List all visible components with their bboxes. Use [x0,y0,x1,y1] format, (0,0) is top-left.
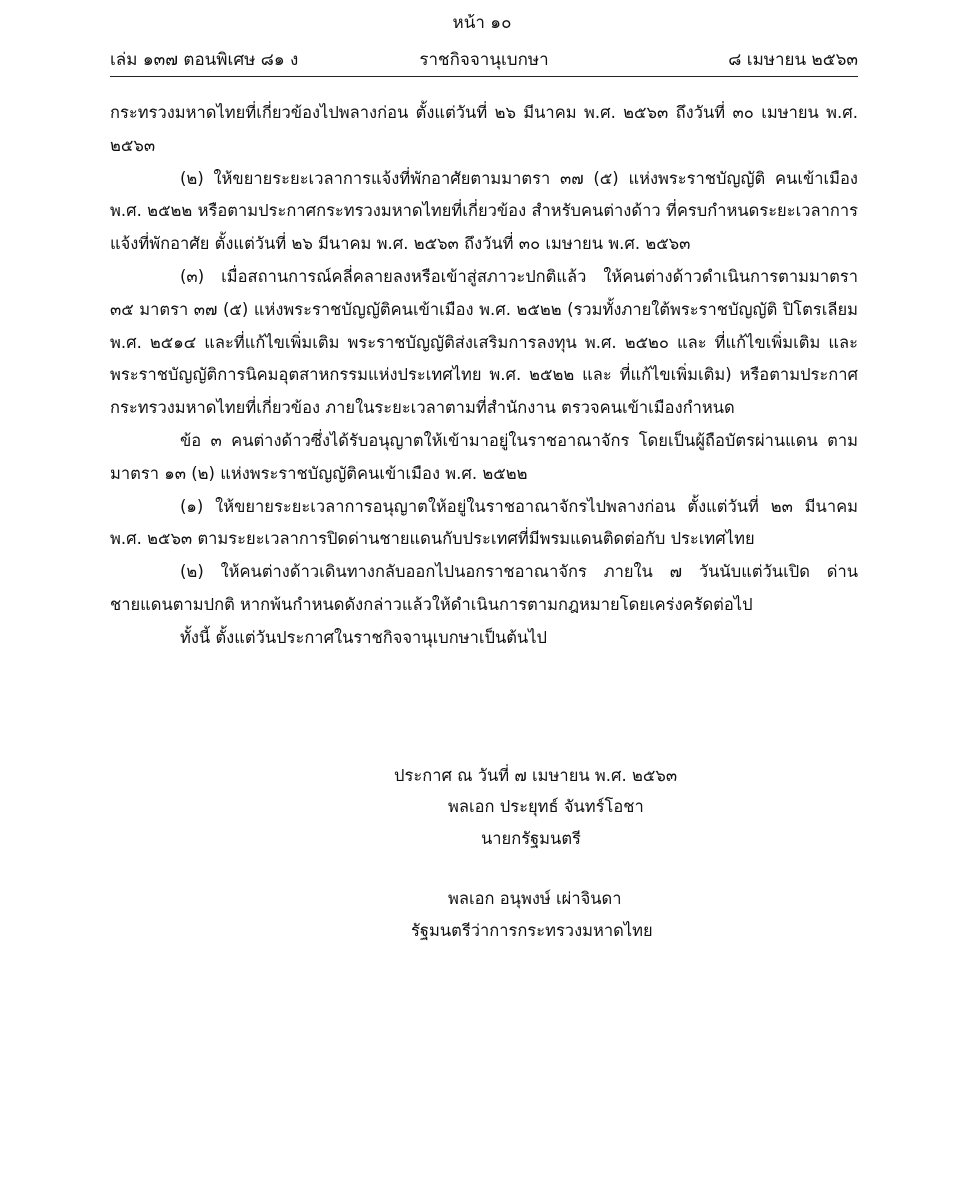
signer-1-title: นายกรัฐมนตรี [481,829,581,848]
document-body [110,97,858,655]
publication-date: ๘ เมษายน ๒๕๖๓ [728,50,858,70]
gazette-header [110,46,858,74]
paragraph-clause-3: ข้อ ๓ คนต่างด้าวซึ่งได้รับอนุญาตให้เข้ามาอยู่ในราชอาณาจักร โดยเป็นผู้ถือบัตรผ่านแดน ตามมาตรา ๑๓ (๒) แห่งพระราชบัญญัติคนเข้าเมือง พ.ศ. ๒๕๒๒ [110,430,858,483]
paragraph-clause-3-item-2: (๒) ให้คนต่างด้าวเดินทางกลับออกไปนอกราชอาณาจักร ภายใน ๗ วันนับแต่วันเปิด ด่านชายแดนตามปกติ หากพ้นกำหนดดังกล่าวแล้วให้ดำเนินการตามกฎหมายโดยเคร่งครัดต่อไป [110,562,858,614]
announcement-date: ประกาศ ณ วันที่ ๗ เมษายน พ.ศ. ๒๕๖๓ [394,766,678,785]
page-number: หน้า ๑๐ [452,13,512,33]
signer-2-name: พลเอก อนุพงษ์ เผ่าจินดา [448,889,622,908]
signer-1-name: พลเอก ประยุทธ์ จันทร์โอชา [448,797,644,816]
paragraph-continuation: กระทรวงมหาดไทยที่เกี่ยวข้องไปพลางก่อน ตั้งแต่วันที่ ๒๖ มีนาคม พ.ศ. ๒๕๖๓ ถึงวันที่ ๓๐ เมษายน พ.ศ. ๒๕๖๓ [110,103,858,155]
header-divider [110,76,858,77]
paragraph-item-3-after-crisis: (๓) เมื่อสถานการณ์คลี่คลายลงหรือเข้าสู่สภาวะปกติแล้ว ให้คนต่างด้าวดำเนินการตามมาตรา ๓๕ มาตรา ๓๗ (๕) แห่งพระราชบัญญัติคนเข้าเมือง พ.ศ. ๒๕๒๒ (รวมทั้งภายใต้พระราชบัญญัติ ปิโตรเลียม พ.ศ. ๒๕๑๔ และที่แก้ไขเพิ่มเติม พระราชบัญญัติส่งเสริมการลงทุน พ.ศ. ๒๕๒๐ และ ที่แก้ไขเพิ่มเติม และพระราชบัญญัติการนิคมอุตสาหกรรมแห่งประเทศไทย พ.ศ. ๒๕๒๒ และ ที่แก้ไขเพิ่มเติม) หรือตามประกาศกระทรวงมหาดไทยที่เกี่ยวข้อง ภายในระยะเวลาตามที่สำนักงาน ตรวจคนเข้าเมืองกำหนด [110,266,858,418]
paragraph-item-2-residence: (๒) ให้ขยายระยะเวลาการแจ้งที่พักอาศัยตามมาตรา ๓๗ (๕) แห่งพระราชบัญญัติ คนเข้าเมือง พ.ศ. ๒๕๒๒ หรือตามประกาศกระทรวงมหาดไทยที่เกี่ยวข้อง สำหรับคนต่างด้าว ที่ครบกำหนดระยะเวลาการแจ้งที่พักอาศัย ตั้งแต่วันที่ ๒๖ มีนาคม พ.ศ. ๒๕๖๓ ถึงวันที่ ๓๐ เมษายน พ.ศ. ๒๕๖๓ [110,168,858,254]
paragraph-clause-3-item-1: (๑) ให้ขยายระยะเวลาการอนุญาตให้อยู่ในราชอาณาจักรไปพลางก่อน ตั้งแต่วันที่ ๒๓ มีนาคม พ.ศ. ๒๕๖๓ ตามระยะเวลาการปิดด่านชายแดนกับประเทศที่มีพรมแดนติดต่อกับ ประเทศไทย [110,496,858,549]
volume-issue: เล่ม ๑๓๗ ตอนพิเศษ ๘๑ ง [110,50,299,70]
signer-2-title: รัฐมนตรีว่าการกระทรวงมหาดไทย [411,921,653,940]
paragraph-effective-date: ทั้งนี้ ตั้งแต่วันประกาศในราชกิจจานุเบกษาเป็นต้นไป [180,627,547,647]
publication-name: ราชกิจจานุเบกษา [419,50,549,70]
